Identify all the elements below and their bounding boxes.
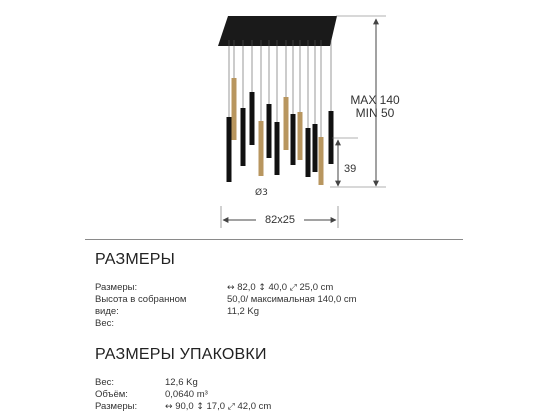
diameter-label: Ø3 — [255, 188, 268, 198]
black-tube — [291, 114, 296, 165]
pendant-tubes — [227, 78, 334, 185]
black-tube — [250, 92, 255, 145]
max-height-label: MAX 140 — [350, 93, 400, 107]
width-arrow-icon: ↔ — [227, 283, 235, 293]
width-label: 82x25 — [265, 214, 295, 226]
black-tube — [306, 128, 311, 177]
package-dimensions-value: ↔ 90,0 ↕ 17,0 ⤢ 42,0 cm — [165, 401, 272, 412]
height-arrow-icon: ⤢ — [289, 283, 297, 293]
black-tube — [275, 122, 280, 175]
black-tube — [313, 124, 318, 172]
gold-tube — [319, 137, 324, 185]
gold-tube — [259, 121, 264, 176]
package-weight-label: Вес: — [95, 377, 115, 388]
sizes-weight-value: 11,2 Kg — [227, 306, 260, 317]
sizes-weight-label: Вес: — [95, 318, 115, 329]
black-tube — [241, 108, 246, 166]
depth-arrow-icon: ↕ — [258, 283, 266, 293]
sizes-height-label: Высота в собранном — [95, 294, 187, 305]
canopy — [218, 16, 337, 46]
package-height-arrow-icon: ⤢ — [227, 402, 235, 412]
section-divider — [85, 239, 463, 240]
black-tube — [329, 111, 334, 164]
package-dimensions-label: Размеры: — [95, 401, 138, 412]
gold-tube — [284, 97, 289, 150]
package-width-arrow-icon: ↔ — [165, 402, 173, 412]
gold-tube — [298, 112, 303, 160]
package-depth-arrow-icon: ↕ — [196, 402, 204, 412]
sizes-height-label-cont: виде: — [95, 306, 119, 317]
package-volume-label: Объём: — [95, 389, 128, 400]
black-tube — [267, 104, 272, 158]
gold-tube — [232, 78, 237, 140]
tube-length-label: 39 — [344, 163, 357, 175]
sizes-height-value: 50,0/ максимальная 140,0 cm — [227, 294, 357, 305]
sizes-dimensions-label: Размеры: — [95, 282, 138, 293]
black-tube — [227, 117, 232, 182]
package-heading: РАЗМЕРЫ УПАКОВКИ — [95, 346, 267, 363]
sizes-heading: РАЗМЕРЫ — [95, 251, 175, 268]
package-volume-value: 0,0640 m³ — [165, 389, 208, 400]
sizes-dimensions-value: ↔ 82,0 ↕ 40,0 ⤢ 25,0 cm — [227, 282, 334, 293]
min-height-label: MIN 50 — [355, 106, 395, 120]
package-weight-value: 12,6 Kg — [165, 377, 198, 388]
